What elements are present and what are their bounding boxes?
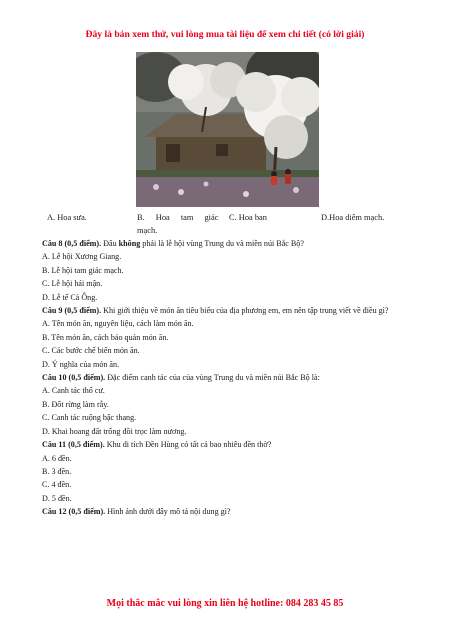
q12-stem [42,505,390,518]
q9-option-b: B. Tên món ăn, cách bảo quản món ăn. [42,332,169,342]
q8-stem [42,237,390,250]
q8-text-after: phải là lễ hội vùng Trung du và miền núi Bắc Bộ? [140,239,304,248]
q7-option-d: D.Hoa diêm mạch. [321,213,385,222]
q11-option-d: D. 5 đền. [42,493,72,503]
q8-label: Câu 8 (0,5 điểm). [42,239,102,248]
q11-option-b: B. 3 đền. [42,466,72,476]
q8-emphasis: không [118,239,141,248]
q8-text-before: Đâu [101,239,119,248]
q9-text: Khi giới thiệu về món ăn tiêu biểu của địa phương em, em nên tập trung viết về điều gì? [101,306,389,316]
q11-option-c: C. 4 đền. [42,480,72,490]
q10-label: Câu 10 (0,5 điểm). [42,373,106,383]
q10-option-b: B. Đốt rừng làm rẫy. [42,399,109,409]
q9-option-c: C. Các bước chế biến món ăn. [42,346,140,356]
q10-stem [42,371,390,384]
q12-text: Hình ảnh dưới đây mô tả nội dung gì? [105,507,231,517]
hotline-notice: Mọi thắc mắc vui lòng xin liên hệ hotline: 084 283 45 85 [106,598,344,609]
q10-option-c: C. Canh tác ruộng bậc thang. [42,413,137,423]
q10-option-d: D. Khai hoang đất trống đồi trọc làm nương. [42,426,187,436]
q8-option-b: B. Lễ hội tam giác mạch. [42,265,124,275]
q8-option-d: D. Lễ tế Cả Ông. [42,292,98,302]
q10-text: Đặc điểm canh tác của của vùng Trung du và miền núi Bắc Bộ là: [105,373,320,383]
q9-label: Câu 9 (0,5 điểm). [42,306,102,316]
q11-stem [42,438,390,451]
q9-option-d: D. Ý nghĩa của món ăn. [42,359,120,369]
q7-option-a: A. Hoa sưa. [47,213,87,222]
q12-label: Câu 12 (0,5 điểm). [42,507,106,517]
q7-option-b-line2: mạch. [137,226,158,235]
q10-option-a: A. Canh tác thổ cư. [42,386,105,396]
question-list [42,237,390,519]
q7-option-c: C. Hoa ban [229,213,267,222]
q7-option-b [137,211,221,237]
preview-notice: Đây là bản xem thử, vui lòng mua tài liệu để xem chi tiết (có lời giải) [85,29,365,40]
q8-option-a: A. Lễ hội Xương Giang. [42,252,122,262]
q9-option-a: A. Tên món ăn, nguyên liệu, cách làm món ăn. [42,319,194,329]
blossom-house-photo [136,52,319,207]
q7-option-b-line1: B. Hoa tam giác [137,213,219,222]
q8-option-c: C. Lễ hội hái mận. [42,279,103,289]
q9-stem [42,304,390,317]
q11-label: Câu 11 (0,5 điểm). [42,440,105,450]
q11-text: Khu di tích Đền Hùng có tất cả bao nhiêu đền thờ? [104,440,272,450]
q11-option-a: A. 6 đền. [42,453,72,463]
